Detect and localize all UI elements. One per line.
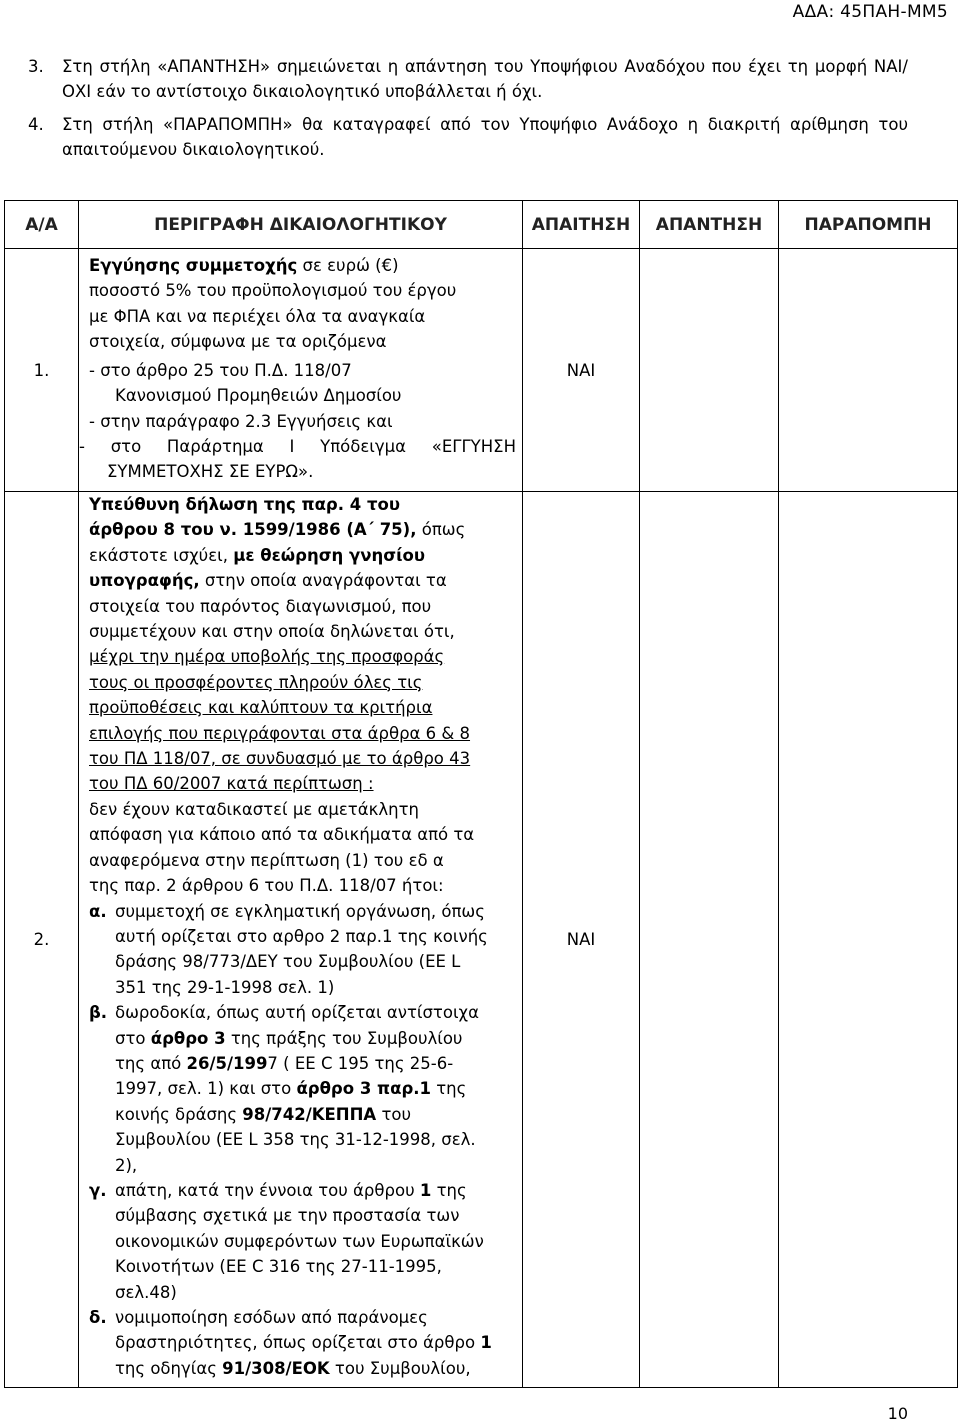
instructions [28, 54, 908, 170]
desc-line: συμμετέχουν και στην οποία δηλώνεται ότι, [89, 622, 455, 642]
desc-line: αναφερόμενα στην περίπτωση (1) του εδ α [89, 850, 444, 870]
desc-line: οικονομικών συμφερόντων των Ευρωπαϊκών [115, 1231, 484, 1251]
desc-text: εκάστοτε ισχύει, [89, 545, 234, 565]
requirements-table [4, 200, 958, 1388]
row-reference[interactable] [779, 492, 958, 1388]
desc-bold: άρθρο 3 [150, 1028, 226, 1048]
subitem-marker: γ. [89, 1180, 107, 1200]
instruction-number: 3. [28, 57, 44, 76]
header-description: ΠΕΡΙΓΡΑΦΗ ΔΙΚΑΙΟΛΟΓΗΤΙΚΟΥ [79, 201, 523, 249]
subitem-d [89, 1305, 516, 1381]
desc-text: κοινής δράσης [115, 1104, 243, 1124]
desc-text: απάτη, κατά την έννοια του άρθρου [115, 1180, 420, 1200]
desc-line: αυτή ορίζεται στο αρθρο 2 παρ.1 της κοινής [115, 926, 488, 946]
row-number: 1. [5, 249, 79, 492]
desc-text: στην οποία αναγράφονται τα [199, 571, 447, 591]
desc-line: στοιχεία του παρόντος διαγωνισμού, που [89, 596, 432, 616]
desc-bold: 98/742/ΚΕΠΠΑ [242, 1104, 377, 1124]
row-answer[interactable] [640, 249, 779, 492]
desc-underlined: τους οι προσφέροντες πληρούν όλες τις [89, 672, 423, 692]
row-description [79, 249, 523, 492]
desc-line: δωροδοκία, όπως αυτή ορίζεται αντίστοιχα [115, 1003, 479, 1023]
instruction-item [28, 54, 908, 104]
desc-line: νομιμοποίηση εσόδων από παράνομες [115, 1308, 428, 1327]
desc-bold: Υπεύθυνη δήλωση της παρ. 4 του [89, 495, 400, 514]
desc-bold: 26/5/199 [186, 1053, 268, 1073]
subitem-marker: α. [89, 901, 107, 921]
desc-text: 1997, σελ. 1) και στο [115, 1079, 297, 1099]
desc-bullet: - στο άρθρο 25 του Π.Δ. 118/07 [89, 361, 352, 381]
desc-bold: 1 [419, 1180, 432, 1200]
instruction-text: Στη στήλη «ΠΑΡΑΠΟΜΠΗ» θα καταγραφεί από τον Υποψήφιο Ανάδοχο η διακριτή αρίθμηση του απαιτούμενου δικαιολογητικού. [62, 115, 908, 159]
subitem-a [89, 899, 516, 1001]
table-header-row [5, 201, 958, 249]
desc-underlined: μέχρι την ημέρα υποβολής της προσφοράς [89, 647, 445, 667]
instruction-item [28, 112, 908, 162]
row-requirement: ΝΑΙ [523, 492, 640, 1388]
desc-underlined: επιλογής που περιγράφονται στα άρθρα 6 & 8 [89, 723, 471, 743]
instruction-text: Στη στήλη «ΑΠΑΝΤΗΣΗ» σημειώνεται η απάντηση του Υποψήφιου Αναδόχου που έχει τη μορφή ΝΑΙ/ΟΧΙ εάν το αντίστοιχο δικαιολογητικό υποβάλλεται ή όχι. [62, 57, 908, 101]
desc-text: της οδηγίας [115, 1358, 223, 1378]
table-row [5, 492, 958, 1388]
desc-underlined: του ΠΔ 118/07, σε συνδυασμό με το άρθρο 43 [89, 749, 471, 769]
desc-line: σύμβασης σχετικά με την προστασία των [115, 1206, 460, 1226]
desc-bold: άρθρου 8 του ν. 1599/1986 (Α΄ 75), [89, 520, 417, 540]
desc-bold: 91/308/ΕΟΚ [222, 1358, 330, 1378]
desc-line: 351 της 29-1-1998 σελ. 1) [115, 977, 335, 997]
desc-text: της [431, 1079, 467, 1099]
desc-underlined: προϋποθέσεις και καλύπτουν τα κριτήρια [89, 698, 433, 718]
desc-bold: άρθρο 3 παρ.1 [296, 1079, 431, 1099]
desc-text: στο [115, 1028, 151, 1048]
desc-line: ποσοστό 5% του προϋπολογισμού του έργου [89, 281, 457, 301]
header-aa: Α/Α [5, 201, 79, 249]
desc-bold: με θεώρηση γνησίου [233, 545, 426, 565]
desc-line: Κανονισμού Προμηθειών Δημοσίου [115, 386, 402, 406]
subitem-marker: β. [89, 1003, 108, 1023]
desc-bold: υπογραφής, [89, 571, 200, 591]
header-reference: ΠΑΡΑΠΟΜΠΗ [779, 201, 958, 249]
subitem-b [89, 1000, 516, 1178]
subitem-c [89, 1178, 516, 1305]
desc-line: συμμετοχή σε εγκληματική οργάνωση, όπως [115, 901, 485, 921]
desc-line: δράσης 98/773/ΔΕΥ του Συμβουλίου (ΕΕ L [115, 952, 461, 972]
row-reference[interactable] [779, 249, 958, 492]
row-answer[interactable] [640, 492, 779, 1388]
desc-line: στοιχεία, σύμφωνα με τα οριζόμενα [89, 331, 387, 351]
desc-line: με ΦΠΑ και να περιέχει όλα τα αναγκαία [89, 306, 426, 326]
desc-bullet: - στο Παράρτημα Ι Υπόδειγμα «ΕΓΓΥΗΣΗ [79, 437, 516, 457]
desc-line: Κοινοτήτων (ΕΕ C 316 της 27-11-1995, [115, 1257, 442, 1277]
desc-underlined: του ΠΔ 60/2007 κατά περίπτωση : [89, 774, 374, 794]
desc-text: όπως [416, 520, 466, 540]
desc-line: της παρ. 2 άρθρου 6 του Π.Δ. 118/07 ήτοι: [89, 876, 444, 896]
table-row [5, 249, 958, 492]
subitem-marker: δ. [89, 1308, 107, 1327]
header-answer: ΑΠΑΝΤΗΣΗ [640, 201, 779, 249]
desc-text: δραστηριότητες, όπως ορίζεται στο άρθρο [115, 1333, 481, 1353]
row-requirement: ΝΑΙ [523, 249, 640, 492]
desc-text: της από [115, 1053, 187, 1073]
desc-text: της πράξης του Συμβουλίου [225, 1028, 463, 1048]
desc-bullet: - στην παράγραφο 2.3 Εγγυήσεις και [89, 411, 393, 431]
ada-code: ΑΔΑ: 45ΠΑΗ-ΜΜ5 [792, 2, 948, 22]
row-number: 2. [5, 492, 79, 1388]
desc-line: δεν έχουν καταδικαστεί με αμετάκλητη [89, 799, 419, 819]
desc-text: της [431, 1180, 467, 1200]
desc-line: απόφαση για κάποιο από τα αδικήματα από τα [89, 825, 475, 845]
desc-line: σελ.48) [115, 1282, 177, 1302]
desc-bold: Εγγύησης συμμετοχής [89, 256, 298, 275]
desc-line: 2), [115, 1155, 138, 1175]
header-requirement: ΑΠΑΙΤΗΣΗ [523, 201, 640, 249]
page-number: 10 [887, 1404, 908, 1423]
desc-text: του [376, 1104, 412, 1124]
desc-text: σε ευρώ (€) [297, 256, 399, 275]
row-description [79, 492, 523, 1388]
desc-line: Συμβουλίου (ΕΕ L 358 της 31-12-1998, σελ. [115, 1130, 476, 1150]
desc-bold: 1 [480, 1333, 492, 1353]
desc-line: ΣΥΜΜΕΤΟΧΗΣ ΣΕ ΕΥΡΩ». [107, 462, 314, 482]
instruction-number: 4. [28, 115, 44, 134]
desc-text: 7 ( ΕΕ C 195 της 25-6- [267, 1053, 454, 1073]
desc-text: του Συμβουλίου, [329, 1358, 471, 1378]
